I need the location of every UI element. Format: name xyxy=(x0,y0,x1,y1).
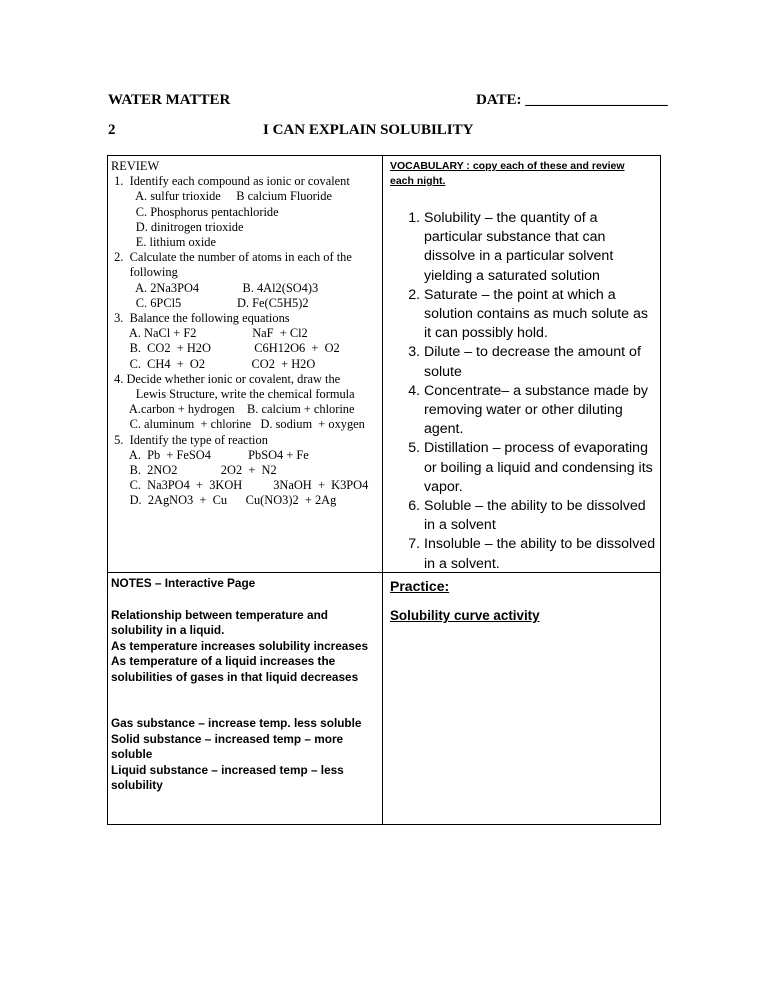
review-section xyxy=(111,159,379,509)
vocabulary-item: 1. Solubility – the quantity of a particular substance that can dissolve in a particular solvent yielding a saturated solution xyxy=(424,209,658,286)
vocabulary-item: 3. Dilute – to decrease the amount of solute xyxy=(424,343,658,381)
vocabulary-item: 7. Insoluble – the ability to be dissolved in a solvent. xyxy=(424,535,658,573)
vocabulary-title-line1: VOCABULARY : copy each of these and review xyxy=(390,160,625,172)
notes-gas: Gas substance – increase temp. less soluble xyxy=(111,716,362,730)
review-line: 1. Identify each compound as ionic or covalent xyxy=(111,174,350,189)
review-line: Lewis Structure, write the chemical formula xyxy=(111,387,355,402)
practice-title: Practice: xyxy=(390,578,450,594)
review-line: A. 2Na3PO4 B. 4Al2(SO4)3 xyxy=(111,280,319,295)
review-line: A. sulfur trioxide B calcium Fluoride xyxy=(111,189,332,204)
lesson-subtitle: I CAN EXPLAIN SOLUBILITY xyxy=(263,122,474,138)
review-line: A. NaCl + F2 NaF + Cl2 xyxy=(111,326,308,341)
notes-title: NOTES – Interactive Page xyxy=(111,576,256,590)
review-line: C. Phosphorus pentachloride xyxy=(111,204,279,219)
review-line: D. dinitrogen trioxide xyxy=(111,219,244,234)
review-line: following xyxy=(111,265,178,280)
review-line: C. CH4 + O2 CO2 + H2O xyxy=(111,356,316,371)
review-line: 5. Identify the type of reaction xyxy=(111,432,268,447)
column-divider xyxy=(382,156,383,824)
vocabulary-item: 4. Concentrate– a substance made by removing water or other diluting agent. xyxy=(424,382,658,440)
review-line: C. aluminum + chlorine D. sodium + oxygen xyxy=(111,417,365,432)
worksheet-table xyxy=(107,155,661,825)
review-line: E. lithium oxide xyxy=(111,235,216,250)
review-line: C. Na3PO4 + 3KOH 3NaOH + K3PO4 xyxy=(111,478,369,493)
vocabulary-section xyxy=(390,159,658,574)
vocabulary-title xyxy=(390,159,658,189)
notes-line-1: As temperature increases solubility increases xyxy=(111,638,369,653)
vocabulary-item: 2. Saturate – the point at which a solution contains as much solute as it can possibly hold. xyxy=(424,286,658,344)
review-line: A. Pb + FeSO4 PbSO4 + Fe xyxy=(111,447,309,462)
vocabulary-list xyxy=(390,209,658,574)
vocabulary-title-line2: each night. xyxy=(390,175,446,187)
document-title: WATER MATTER xyxy=(108,92,231,108)
review-title: REVIEW xyxy=(111,159,160,173)
lesson-number: 2 xyxy=(108,122,116,138)
notes-section xyxy=(111,576,379,794)
practice-activity: Solubility curve activity xyxy=(390,608,540,623)
review-line: B. 2NO2 2O2 + N2 xyxy=(111,463,277,478)
notes-relationship: Relationship between temperature and solubility in a liquid. xyxy=(111,607,328,637)
review-line: B. CO2 + H2O C6H12O6 + O2 xyxy=(111,341,340,356)
notes-solid: Solid substance – increased temp – more soluble xyxy=(111,731,344,761)
review-line: 3. Balance the following equations xyxy=(111,311,290,326)
review-line: D. 2AgNO3 + Cu Cu(NO3)2 + 2Ag xyxy=(111,493,337,508)
vocabulary-item: 6. Soluble – the ability to be dissolved in a solvent xyxy=(424,497,658,535)
review-line: A.carbon + hydrogen B. calcium + chlorine xyxy=(111,402,355,417)
review-line: C. 6PCl5 D. Fe(C5H5)2 xyxy=(111,295,309,310)
date-field: DATE: ___________________ xyxy=(476,92,668,108)
review-line: 2. Calculate the number of atoms in each of the xyxy=(111,250,352,265)
practice-section xyxy=(390,576,658,625)
vocabulary-item: 5. Distillation – process of evaporating or boiling a liquid and condensing its vapor. xyxy=(424,439,658,497)
notes-line-2: As temperature of a liquid increases the solubilities of gases in that liquid decreases xyxy=(111,654,359,684)
review-line: 4. Decide whether ionic or covalent, draw the xyxy=(111,371,341,386)
notes-liquid: Liquid substance – increased temp – less solubility xyxy=(111,762,344,792)
